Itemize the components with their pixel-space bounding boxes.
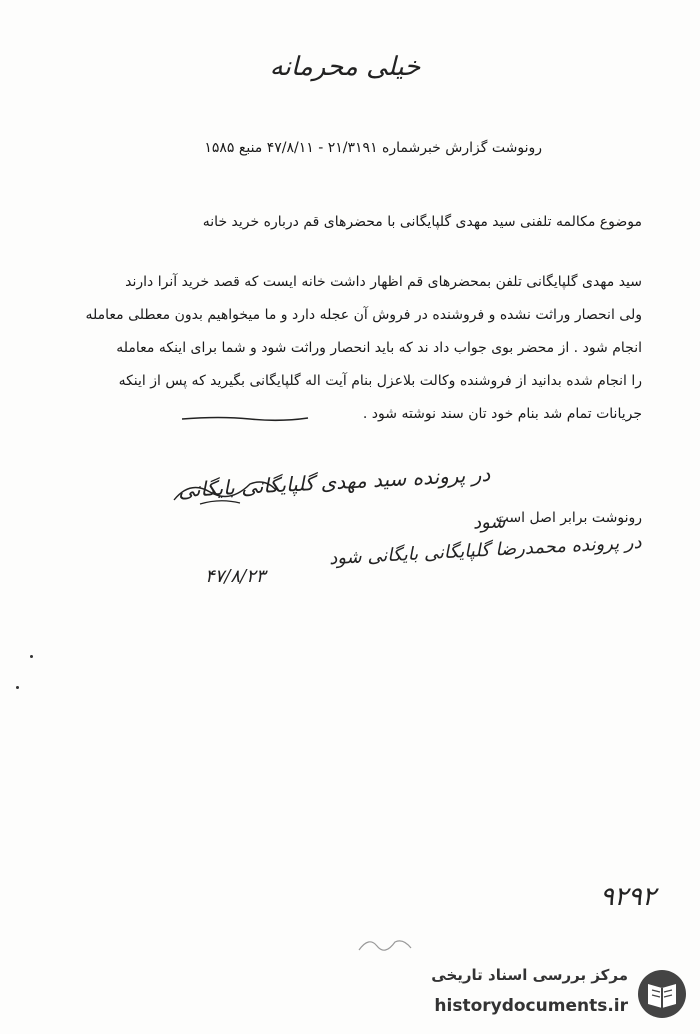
book-logo-icon xyxy=(636,968,688,1020)
margin-dot xyxy=(30,655,33,658)
report-body xyxy=(32,266,642,431)
top-handwritten-note: خیلی محرمانه xyxy=(269,52,421,82)
body-line: را انجام شده بدانید از فروشنده وکالت بلاعزل بنام آیت اله گلپایگانی بگیرید که پس از اینکه xyxy=(118,373,642,389)
handwritten-note-line3: در پرونده محمدرضا گلپایگانی بایگانی شود xyxy=(329,531,643,570)
handwritten-date: ۴۷/۸/۲۳ xyxy=(205,566,266,587)
archive-watermark xyxy=(410,962,692,1028)
certification-label: رونوشت برابر اصل است xyxy=(495,510,642,526)
body-line: سید مهدی گلپایگانی تلفن بمحضرهای قم اظهار داشت خانه ایست که قصد خرید آنرا دارند xyxy=(125,274,642,290)
body-line: ولی انحصار وراثت نشده و فروشنده در فروش آن عجله دارد و ما میخواهیم بدون معطلی معامله xyxy=(85,307,642,323)
report-header-line: رونوشت گزارش خبرشماره ۲۱/۳۱۹۱ - ۴۷/۸/۱۱ منبع ۱۵۸۵ xyxy=(204,140,542,156)
handwritten-document-number: ۹۲۹۲ xyxy=(600,882,656,912)
handwritten-note-line2: شود xyxy=(472,511,506,534)
handwritten-underline xyxy=(180,414,310,424)
handwritten-note-line1: در پرونده سید مهدی گلپایگانی بایگانی xyxy=(177,461,491,503)
watermark-url: historydocuments.ir xyxy=(434,996,628,1016)
body-line: جریانات تمام شد بنام خود تان سند نوشته شود . xyxy=(362,406,642,422)
signature-scribble xyxy=(170,470,280,510)
body-line: انجام شود . از محضر بوی جواب داد ند که باید انحصار وراثت شود و شما برای اینکه معامله xyxy=(116,340,642,356)
subject-line: موضوع مکالمه تلفنی سید مهدی گلپایگانی با محضرهای قم درباره خرید خانه xyxy=(202,214,642,230)
watermark-title: مرکز بررسی اسناد تاریخی xyxy=(431,966,628,984)
margin-dot xyxy=(16,686,19,689)
faint-signature-mark xyxy=(355,928,415,958)
